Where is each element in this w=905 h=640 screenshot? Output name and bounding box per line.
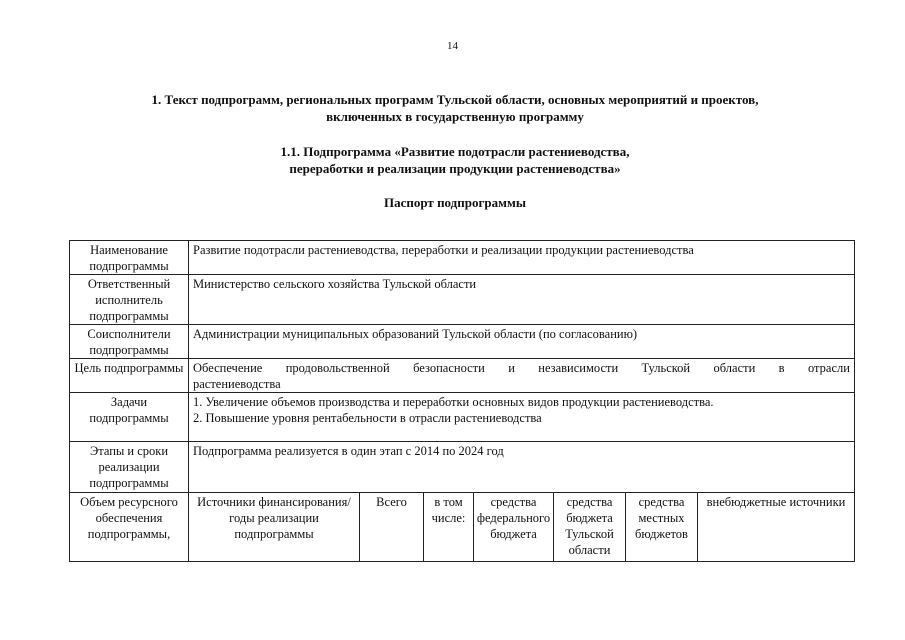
task-item-1: 1. Увеличение объемов производства и переработки основных видов продукции растениеводства. bbox=[193, 395, 714, 409]
col-header-federal: средства федерального бюджета bbox=[473, 493, 553, 561]
stages-value: Подпрограмма реализуется в один этап с 2014 по 2024 год bbox=[189, 442, 855, 493]
passport-table bbox=[69, 240, 855, 562]
table-row bbox=[70, 442, 855, 493]
goal-word: продовольственной bbox=[285, 361, 390, 375]
table-row bbox=[70, 359, 855, 393]
goal-value-line-1 bbox=[193, 360, 850, 376]
goal-word: области bbox=[713, 361, 756, 375]
goal-word: Тульской bbox=[641, 361, 691, 375]
col-header-tula-budget: средства бюджета Тульской области bbox=[553, 493, 625, 561]
col-header-extrabudgetary: внебюджетные источники bbox=[697, 493, 854, 561]
col-header-total: Всего bbox=[359, 493, 423, 561]
name-label: Наименование подпрограммы bbox=[70, 241, 189, 275]
responsible-value: Министерство сельского хозяйства Тульской области bbox=[189, 275, 855, 325]
col-header-sources: Источники финансирования/годы реализации подпрограммы bbox=[197, 495, 351, 541]
table-row bbox=[70, 241, 855, 275]
section-heading-line-2: включенных в государственную программу bbox=[326, 109, 584, 124]
section-heading-line-1: 1. Текст подпрограмм, региональных программ Тульской области, основных мероприятий и проектов, bbox=[151, 92, 759, 107]
table-row bbox=[70, 275, 855, 325]
resources-label: Объем ресурсного обеспечения подпрограммы, bbox=[70, 493, 189, 562]
task-item-2: 2. Повышение уровня рентабельности в отрасли растениеводства bbox=[193, 411, 542, 425]
passport-heading: Паспорт подпрограммы bbox=[384, 195, 526, 210]
table-row bbox=[70, 325, 855, 359]
coexecutors-value: Администрации муниципальных образований Тульской области (по согласованию) bbox=[189, 325, 855, 359]
table-row bbox=[70, 393, 855, 442]
goal-word: отрасли bbox=[807, 361, 850, 375]
subprogram-heading bbox=[60, 143, 850, 177]
stages-label: Этапы и сроки реализации подпрограммы bbox=[70, 442, 189, 493]
responsible-label: Ответственный исполнитель подпрограммы bbox=[70, 275, 189, 325]
name-value: Развитие подотрасли растениеводства, переработки и реализации продукции растениеводства bbox=[189, 241, 855, 275]
tasks-value bbox=[189, 393, 855, 442]
col-header-including: в том числе: bbox=[423, 493, 473, 561]
table-row bbox=[70, 493, 855, 562]
page-number: 14 bbox=[447, 40, 458, 52]
subprogram-heading-line-1: 1.1. Подпрограмма «Развитие подотрасли растениеводства, bbox=[280, 144, 630, 159]
section-heading bbox=[60, 91, 850, 125]
goal-label: Цель подпрограммы bbox=[70, 359, 189, 393]
tasks-label: Задачи подпрограммы bbox=[70, 393, 189, 442]
goal-word: безопасности bbox=[413, 361, 485, 375]
goal-value bbox=[189, 359, 855, 393]
goal-word: независимости bbox=[538, 361, 619, 375]
goal-word: и bbox=[508, 361, 515, 375]
resources-value bbox=[189, 493, 855, 562]
goal-word: в bbox=[778, 361, 785, 375]
goal-word: Обеспечение bbox=[193, 361, 263, 375]
goal-value-line-2: растениеводства bbox=[193, 377, 281, 391]
resources-header-grid bbox=[189, 493, 854, 561]
subprogram-heading-line-2: переработки и реализации продукции растениеводства» bbox=[289, 161, 621, 176]
coexecutors-label: Соисполнители подпрограммы bbox=[70, 325, 189, 359]
col-header-local-budgets: средства местных бюджетов bbox=[625, 493, 697, 561]
